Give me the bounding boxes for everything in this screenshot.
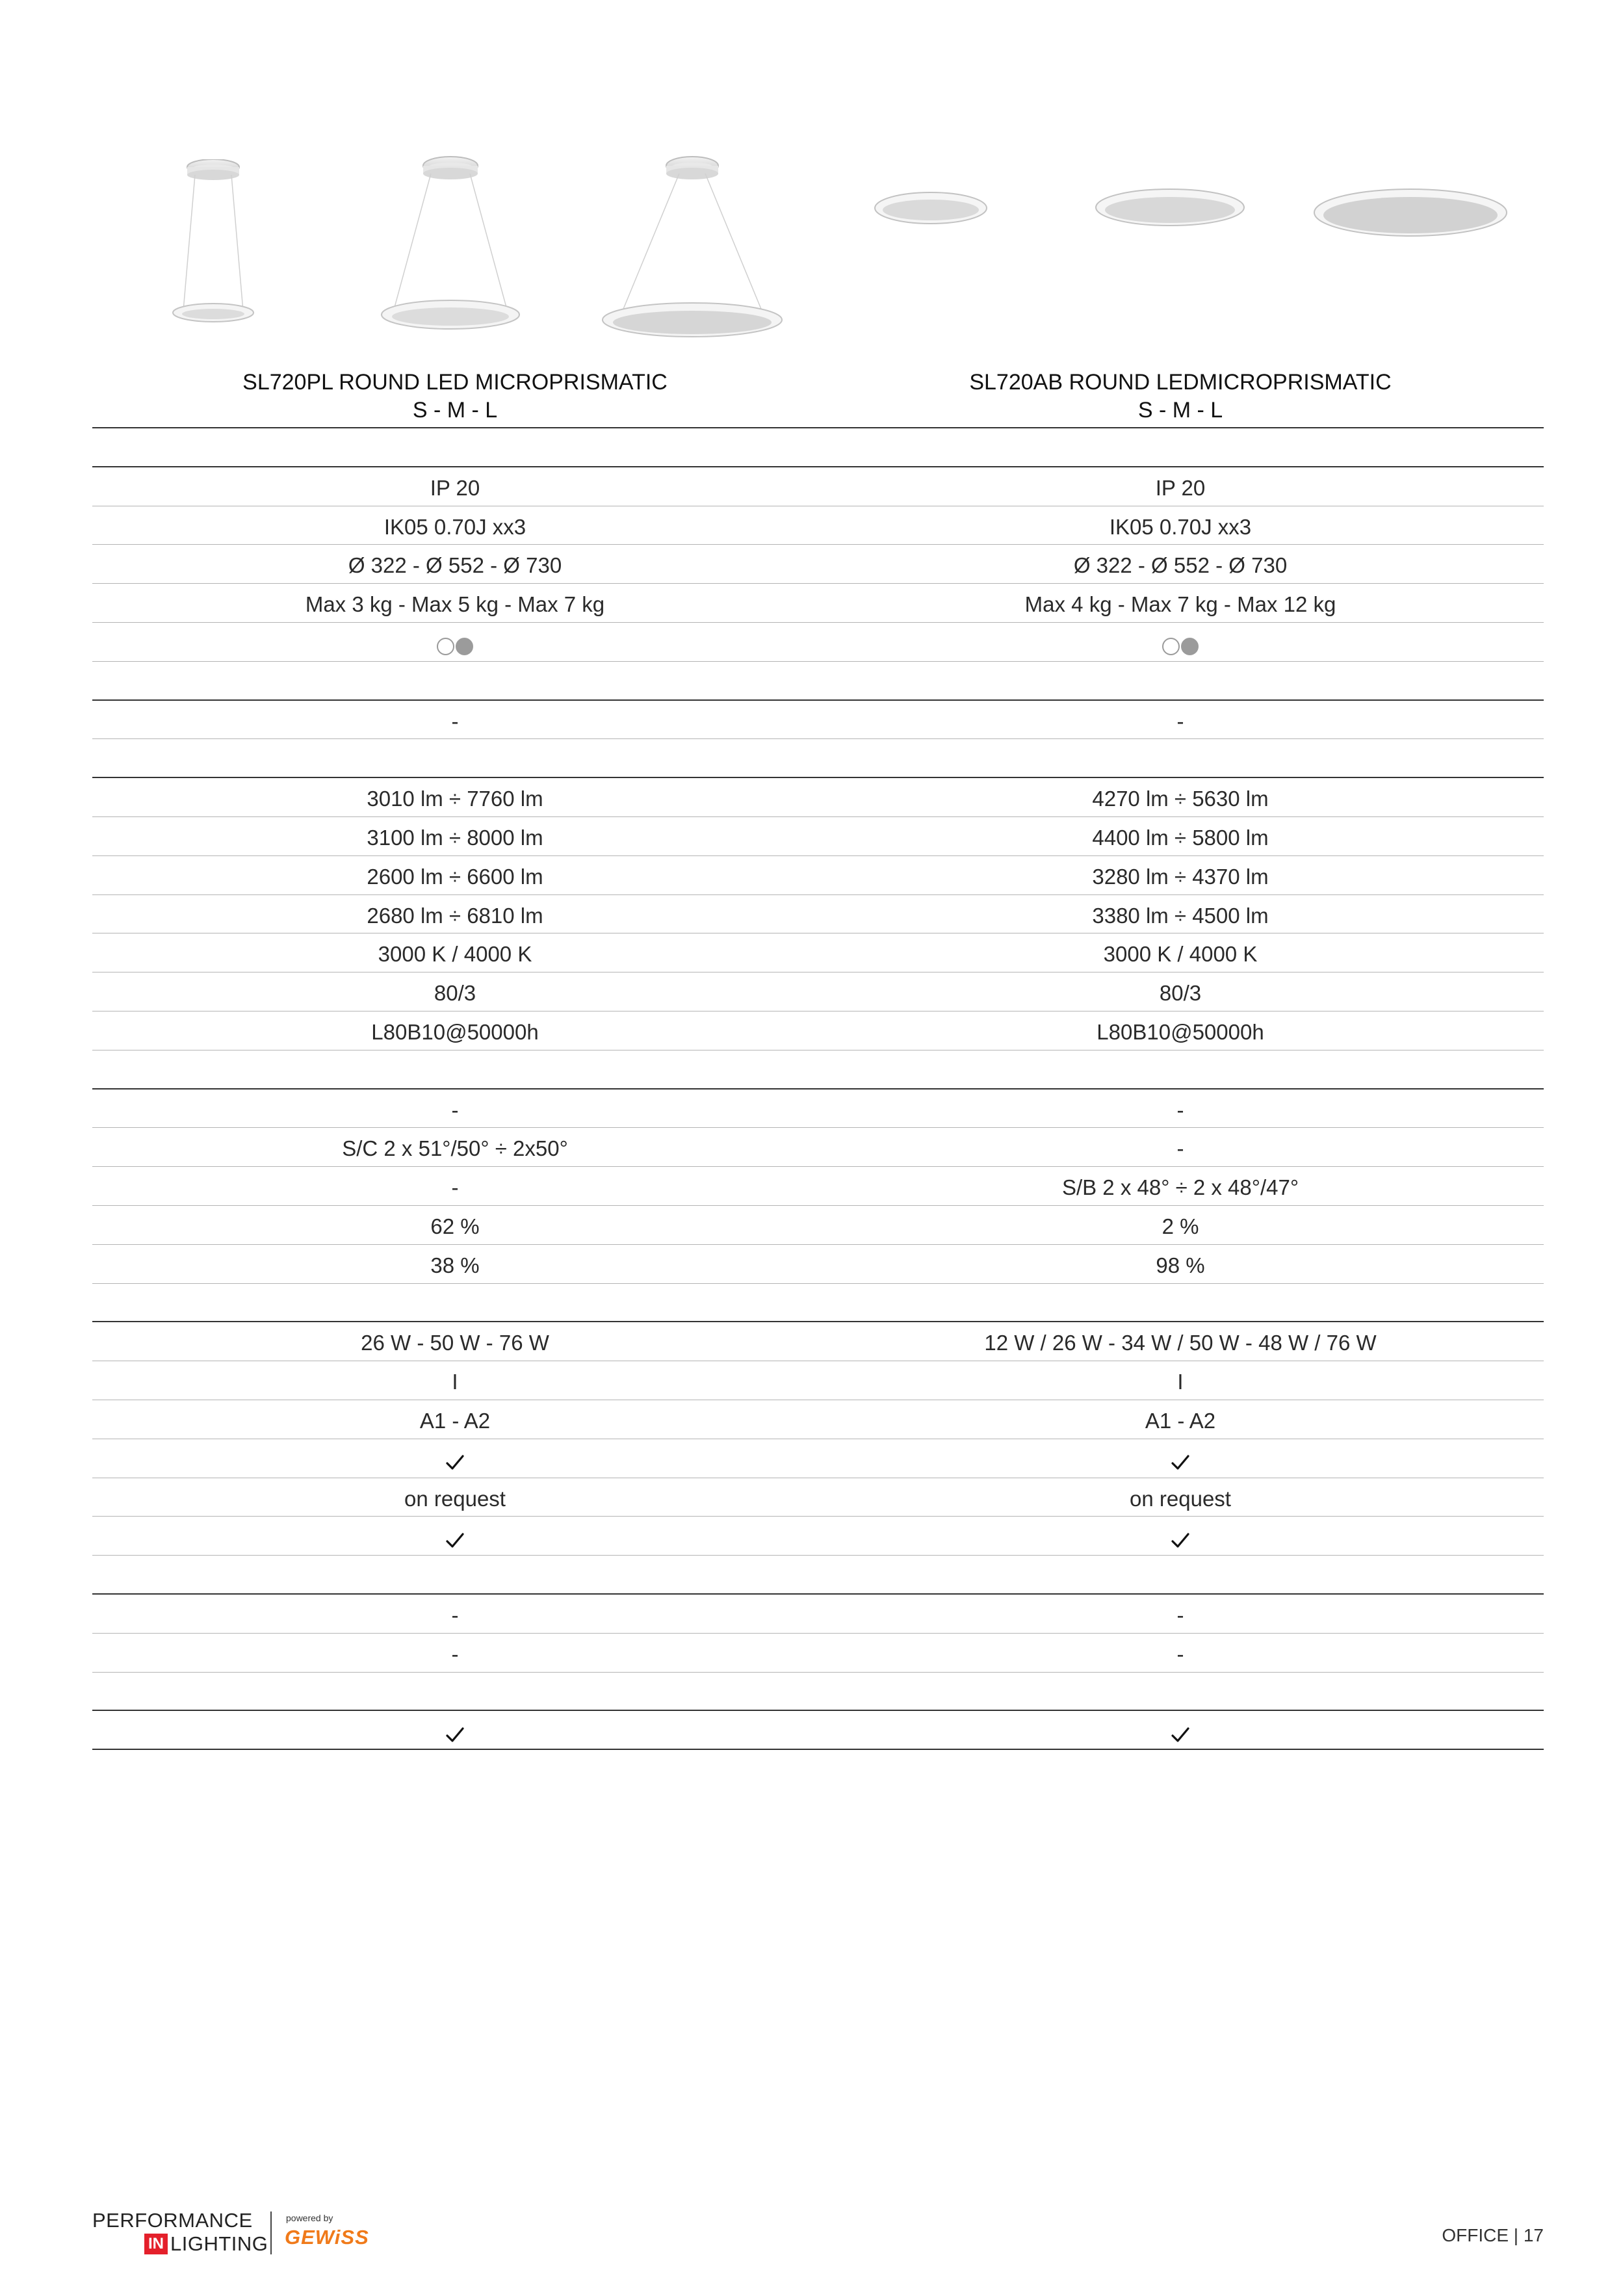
powered-by-label: powered by [286, 2213, 333, 2223]
cell-left: - [451, 709, 459, 733]
cell-left: 2680 lm ÷ 6810 lm [367, 903, 543, 928]
table-row [92, 1711, 1544, 1750]
table-row [92, 778, 1544, 817]
page-label: OFFICE | 17 [1442, 2225, 1544, 2245]
product-title-left: SL720PL ROUND LED MICROPRISMATIC [242, 370, 668, 395]
table-row [92, 1595, 1544, 1634]
cell-left: Max 3 kg - Max 5 kg - Max 7 kg [305, 592, 605, 617]
cell-right: 12 W / 26 W - 34 W / 50 W - 48 W / 76 W [984, 1331, 1377, 1355]
cell-right: on request [1130, 1486, 1231, 1511]
cell-right: - [1176, 1136, 1184, 1161]
cell-left: 38 % [430, 1253, 480, 1277]
table-row [92, 1634, 1544, 1673]
cell-left: Ø 322 - Ø 552 - Ø 730 [348, 553, 562, 578]
checkmark-icon [445, 1726, 465, 1744]
table-row [92, 1206, 1544, 1245]
table-row [92, 701, 1544, 740]
checkmark-icon [1171, 1726, 1190, 1744]
cell-right: L80B10@50000h [1097, 1019, 1264, 1044]
pendant-lamp-medium-image [374, 156, 530, 332]
cell-right: 3380 lm ÷ 4500 lm [1092, 903, 1269, 928]
checkmark-icon [445, 1454, 465, 1472]
product-images [0, 150, 1623, 364]
table-row [92, 972, 1544, 1011]
white-swatch-icon [1162, 638, 1180, 655]
cell-left: 2600 lm ÷ 6600 lm [367, 864, 543, 889]
section-divider [92, 1673, 1544, 1712]
checkmark-icon [1171, 1454, 1190, 1472]
table-row [92, 1439, 1544, 1478]
cell-right [818, 1526, 1543, 1552]
cell-right [818, 632, 1543, 658]
cell-right: IK05 0.70J xx3 [1109, 514, 1252, 539]
cell-left: 3000 K / 4000 K [378, 942, 532, 967]
table-row [92, 467, 1544, 506]
cell-left: IP 20 [430, 475, 480, 500]
cell-left: 26 W - 50 W - 76 W [361, 1331, 549, 1355]
table-row [92, 895, 1544, 934]
cell-right: - [1176, 1602, 1184, 1627]
table-row [92, 1167, 1544, 1206]
ceiling-lamp-large-image [1310, 185, 1511, 247]
cell-left [92, 1526, 818, 1552]
product-title-right: SL720AB ROUND LEDMICROPRISMATIC [969, 370, 1392, 395]
cell-left [92, 1448, 818, 1474]
cell-left: on request [404, 1486, 506, 1511]
table-row [92, 545, 1544, 584]
cell-left: - [451, 1641, 459, 1666]
brand-in-badge: IN [144, 2234, 168, 2254]
table-row [92, 1245, 1544, 1284]
table-row [92, 856, 1544, 895]
product-header-right [818, 369, 1543, 424]
table-row [92, 1089, 1544, 1128]
section-divider [92, 1050, 1544, 1089]
cell-left: - [451, 1602, 459, 1627]
cell-right: - [1176, 709, 1184, 733]
cell-left: 3010 lm ÷ 7760 lm [367, 787, 543, 811]
brand-lighting: LIGHTING [170, 2232, 268, 2255]
table-row [92, 1011, 1544, 1050]
cell-right: 3280 lm ÷ 4370 lm [1092, 864, 1269, 889]
cell-right: Max 4 kg - Max 7 kg - Max 12 kg [1024, 592, 1336, 617]
section-divider [92, 1556, 1544, 1595]
cell-left [92, 632, 818, 658]
cell-right: 98 % [1156, 1253, 1205, 1277]
product-header-left [92, 369, 818, 424]
grey-swatch-icon [456, 638, 473, 655]
cell-right: A1 - A2 [1145, 1408, 1216, 1433]
cell-left [92, 1720, 818, 1746]
cell-right [818, 1720, 1543, 1746]
table-row [92, 1517, 1544, 1556]
gewiss-logo: GEWiSS [285, 2226, 369, 2249]
cell-left: I [452, 1370, 458, 1394]
pendant-lamp-large-image [595, 156, 790, 338]
cell-right: 2 % [1162, 1214, 1199, 1238]
table-row [92, 817, 1544, 856]
checkmark-icon [445, 1532, 465, 1550]
cell-right [818, 1448, 1543, 1474]
section-divider [92, 1284, 1544, 1323]
cell-left: 62 % [430, 1214, 480, 1238]
cell-right: I [1177, 1370, 1184, 1394]
table-row [92, 1361, 1544, 1400]
table-row [92, 506, 1544, 545]
ceiling-lamp-medium-image [1092, 185, 1248, 237]
section-divider [92, 739, 1544, 778]
cell-right: Ø 322 - Ø 552 - Ø 730 [1073, 553, 1288, 578]
section-divider [92, 428, 1544, 467]
cell-right: - [1176, 1641, 1184, 1666]
brand-logo [92, 2209, 372, 2258]
white-swatch-icon [437, 638, 454, 655]
cell-left: L80B10@50000h [371, 1019, 539, 1044]
table-row [92, 1400, 1544, 1439]
pendant-lamp-small-image [162, 159, 266, 328]
table-row [92, 1478, 1544, 1517]
cell-right: 3000 K / 4000 K [1103, 942, 1258, 967]
brand-divider [270, 2211, 272, 2254]
cell-left: 3100 lm ÷ 8000 lm [367, 825, 543, 850]
product-sizes-right: S - M - L [1137, 398, 1223, 423]
cell-right: IP 20 [1155, 475, 1206, 500]
table-row [92, 933, 1544, 972]
table-row [92, 623, 1544, 662]
cell-right: - [1176, 1097, 1184, 1122]
cell-left: IK05 0.70J xx3 [383, 514, 526, 539]
cell-right: S/B 2 x 48° ÷ 2 x 48°/47° [1061, 1175, 1299, 1200]
cell-left: - [451, 1097, 459, 1122]
section-divider [92, 662, 1544, 701]
cell-left: 80/3 [434, 981, 476, 1006]
cell-left: A1 - A2 [419, 1408, 491, 1433]
cell-right: 4270 lm ÷ 5630 lm [1092, 787, 1269, 811]
spec-table [92, 428, 1544, 1750]
brand-performance: PERFORMANCE [92, 2209, 253, 2232]
cell-right: 4400 lm ÷ 5800 lm [1092, 825, 1269, 850]
cell-left: S/C 2 x 51°/50° ÷ 2x50° [342, 1136, 568, 1161]
grey-swatch-icon [1181, 638, 1199, 655]
cell-right: 80/3 [1159, 981, 1202, 1006]
table-row [92, 584, 1544, 623]
ceiling-lamp-small-image [871, 189, 991, 234]
checkmark-icon [1171, 1532, 1190, 1550]
cell-left: - [451, 1175, 459, 1200]
table-row [92, 1322, 1544, 1361]
product-headers [92, 369, 1544, 428]
product-sizes-left: S - M - L [412, 398, 498, 423]
table-row [92, 1128, 1544, 1167]
